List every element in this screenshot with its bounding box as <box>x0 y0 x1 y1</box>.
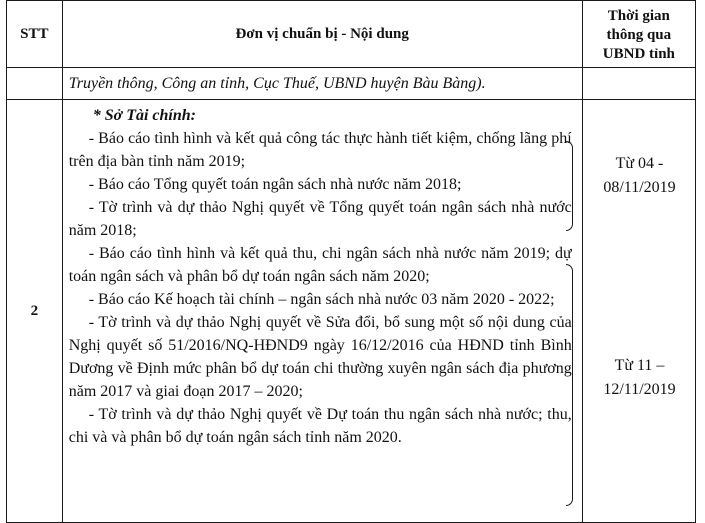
table-row-continuation <box>7 68 696 100</box>
time-range-1-line-2: 08/11/2019 <box>603 179 676 196</box>
content-item-5: - Báo cáo Kế hoạch tài chính – ngân sách nhà nước 03 năm 2020 - 2022; <box>88 291 555 308</box>
header-time <box>582 1 695 68</box>
content-item-1: - Báo cáo tình hình và kết quả công tác thực hành tiết kiệm, chống lãng phí trên địa bàn tỉnh năm 2019; <box>68 130 572 170</box>
content-item-7: - Tờ trình và dự thảo Nghị quyết về Dự toán thu ngân sách nhà nước; thu, chi và và phân bổ dự toán ngân sách tỉnh năm 2020. <box>68 406 572 446</box>
header-time-line-2: thông qua <box>606 26 672 43</box>
time-range-2-line-1: Từ 11 – <box>614 357 665 374</box>
time-range-2 <box>583 354 696 402</box>
header-time-line-3: UBND tỉnh <box>602 45 675 62</box>
org-heading: * Sở Tài chính: <box>92 107 196 124</box>
content-item-6: - Tờ trình và dự thảo Nghị quyết về Sửa đổi, bổ sung một số nội dung của Nghị quyết số 51/2016/NQ-HĐND9 ngày 16/12/2016 của HĐND tỉnh Bình Dương về Định mức phân bổ dự toán chi thường xuyên ngân sách địa phương năm 2017 và giai đoạn 2017 – 2020; <box>68 314 572 400</box>
table-header-row <box>7 1 696 68</box>
bracket-group-2 <box>566 264 573 506</box>
content-item-2: - Báo cáo Tổng quyết toán ngân sách nhà nước năm 2018; <box>88 176 462 193</box>
continuation-text: Truyền thông, Công an tỉnh, Cục Thuế, UBND huyện Bàu Bàng). <box>62 68 582 100</box>
bracket-group-1 <box>566 141 573 231</box>
content-item-3: - Tờ trình và dự thảo Nghị quyết về Tổng quyết toán ngân sách nhà nước năm 2018; <box>68 199 572 239</box>
time-range-2-line-2: 12/11/2019 <box>603 381 676 398</box>
header-time-line-1: Thời gian <box>607 7 670 24</box>
cell-empty-stt <box>7 68 63 100</box>
time-range-1 <box>583 152 696 200</box>
header-content: Đơn vị chuẩn bị - Nội dung <box>62 1 582 68</box>
header-stt: STT <box>7 1 63 68</box>
row-content <box>62 100 582 523</box>
schedule-table <box>6 0 696 523</box>
row-stt: 2 <box>7 100 63 523</box>
content-item-4: - Báo cáo tình hình và kết quả thu, chi ngân sách nhà nước năm 2019; dự toán ngân sách và phân bổ dự toán ngân sách năm 2020; <box>68 245 572 285</box>
time-range-1-line-1: Từ 04 - <box>615 155 664 172</box>
cell-empty-time <box>582 68 695 100</box>
